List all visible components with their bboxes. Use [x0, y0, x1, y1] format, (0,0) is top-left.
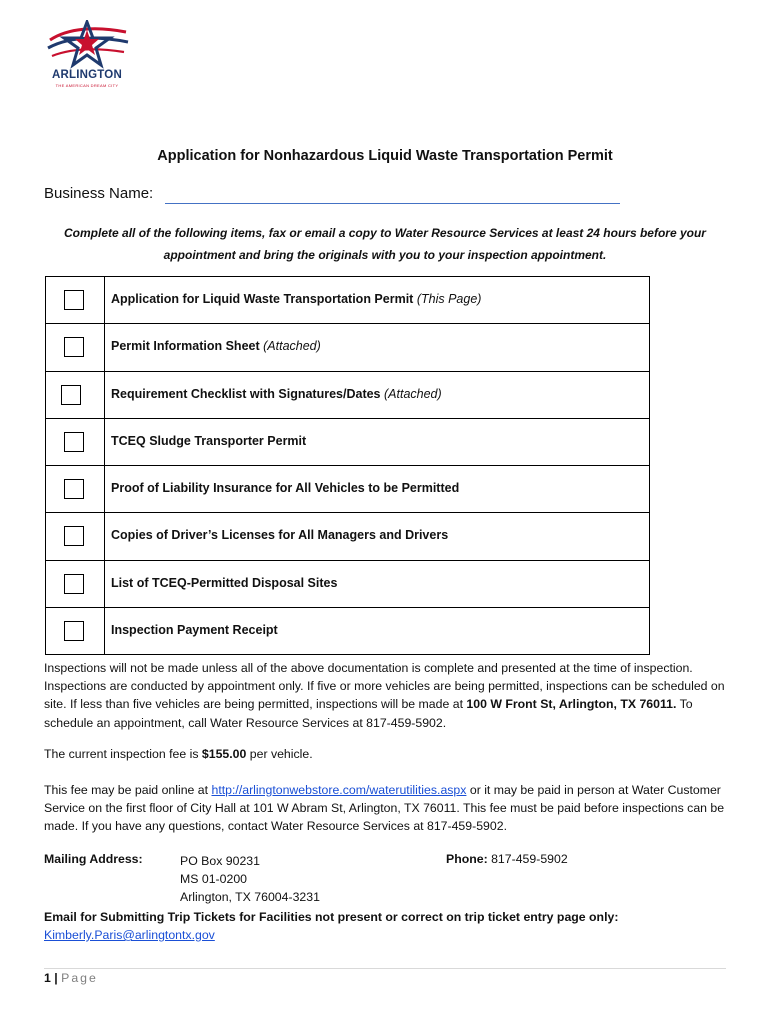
item-label: Permit Information Sheet — [111, 339, 260, 354]
item-note: (Attached) — [263, 339, 321, 354]
inspection-after-text: To schedule an appointment, call Water Resource Services at 817-459-5902. — [44, 697, 693, 730]
document-checklist — [45, 276, 650, 655]
email-heading: Email for Submitting Trip Tickets for Facilities not present or correct on trip ticket entry page only: — [44, 910, 619, 924]
checkbox-cell — [46, 561, 105, 607]
checkbox-cell — [46, 466, 105, 512]
checkbox[interactable] — [61, 385, 81, 405]
item-label: Inspection Payment Receipt — [111, 623, 278, 638]
business-name-field[interactable] — [165, 203, 620, 204]
fee-text: The current inspection fee is — [44, 747, 202, 761]
instructions-text: Complete all of the following items, fax or email a copy to Water Resource Services at least 24 hours before your appointment and bring the originals with you to your inspection appointment. — [64, 226, 706, 262]
payment-paragraph — [44, 781, 734, 836]
inspection-text: Inspections will not be made unless all of the above documentation is complete and presented at the time of inspection. Inspections are conducted by appointment only. If five or more vehicles are being permitted, inspections can be scheduled on site. If less than five vehicles are being permitted, inspections will be made at — [44, 661, 725, 712]
webstore-link[interactable]: http://arlingtonwebstore.com/waterutilities.aspx — [211, 783, 467, 797]
item-label: TCEQ Sludge Transporter Permit — [111, 433, 307, 448]
page-number: 1 — [44, 971, 51, 985]
checkbox[interactable] — [64, 432, 84, 452]
checkbox-cell — [46, 372, 105, 418]
footer-divider — [44, 968, 726, 969]
fee-amount: $155.00 — [201, 747, 247, 761]
checkbox-cell — [46, 513, 105, 559]
checklist-label — [111, 528, 448, 542]
item-label: List of TCEQ-Permitted Disposal Sites — [111, 575, 338, 590]
checklist-label — [111, 434, 306, 448]
checklist-row — [46, 513, 649, 560]
mailing-address-label: Mailing Address: — [44, 852, 143, 866]
checkbox[interactable] — [64, 526, 84, 546]
checkbox[interactable] — [64, 337, 84, 357]
item-note: (This Page) — [416, 292, 482, 306]
logo-tagline: THE AMERICAN DREAM CITY — [55, 83, 119, 88]
checkbox[interactable] — [64, 621, 84, 641]
mailing-line: PO Box 90231 — [180, 854, 260, 868]
checkbox-cell — [46, 324, 105, 370]
phone-number: 817-459-5902 — [491, 852, 568, 866]
star-swoosh-icon — [44, 20, 134, 70]
item-label: Requirement Checklist with Signatures/Dates — [111, 386, 381, 401]
item-note: (Attached) — [384, 386, 442, 401]
logo-name: ARLINGTON — [52, 69, 122, 81]
checklist-label — [111, 481, 459, 495]
inspection-paragraph — [44, 659, 734, 732]
page-separator: | — [54, 971, 58, 985]
checklist-label — [111, 387, 442, 401]
fee-paragraph — [44, 745, 734, 763]
checkbox[interactable] — [64, 574, 84, 594]
arlington-logo — [44, 20, 134, 92]
checkbox[interactable] — [64, 479, 84, 499]
fee-after-text: per vehicle. — [246, 747, 313, 761]
checklist-row — [46, 419, 649, 466]
checklist-row — [46, 277, 649, 324]
inspection-address: 100 W Front St, Arlington, TX 76011. — [466, 697, 677, 712]
email-link[interactable]: Kimberly.Paris@arlingtontx.gov — [44, 928, 215, 942]
checkbox-cell — [46, 277, 105, 323]
page-title: Application for Nonhazardous Liquid Waste Transportation Permit — [157, 148, 613, 164]
mailing-line: Arlington, TX 76004-3231 — [180, 890, 320, 905]
page-footer — [44, 971, 98, 985]
checklist-row — [46, 561, 649, 608]
checklist-row — [46, 324, 649, 371]
checklist-label — [111, 576, 337, 590]
checklist-row — [46, 372, 649, 419]
checklist-label — [111, 623, 278, 637]
payment-text: This fee may be paid online at — [44, 783, 212, 797]
phone-label: Phone: — [446, 852, 488, 866]
page-word: Page — [61, 971, 98, 985]
checklist-label — [111, 339, 321, 353]
item-label: Application for Liquid Waste Transportation Permit — [111, 292, 414, 306]
checkbox-cell — [46, 419, 105, 465]
checklist-row — [46, 466, 649, 513]
mailing-line: MS 01-0200 — [180, 872, 247, 887]
checkbox[interactable] — [64, 290, 84, 310]
checklist-label — [111, 292, 481, 306]
payment-after-text: or it may be paid in person at Water Customer Service on the first floor of City Hall at 101 W Abram St, Arlington, TX 76011. This fee must be paid before inspections can be made. If you have any questions, contact Water Resource Services at 817-459-5902. — [44, 783, 725, 834]
checkbox-cell — [46, 608, 105, 654]
item-label: Proof of Liability Insurance for All Vehicles to be Permitted — [111, 481, 460, 496]
item-label: Copies of Driver’s Licenses for All Managers and Drivers — [111, 528, 449, 543]
mailing-address — [180, 852, 320, 907]
checklist-row — [46, 608, 649, 655]
phone — [446, 852, 568, 866]
business-name-label: Business Name: — [44, 185, 154, 202]
